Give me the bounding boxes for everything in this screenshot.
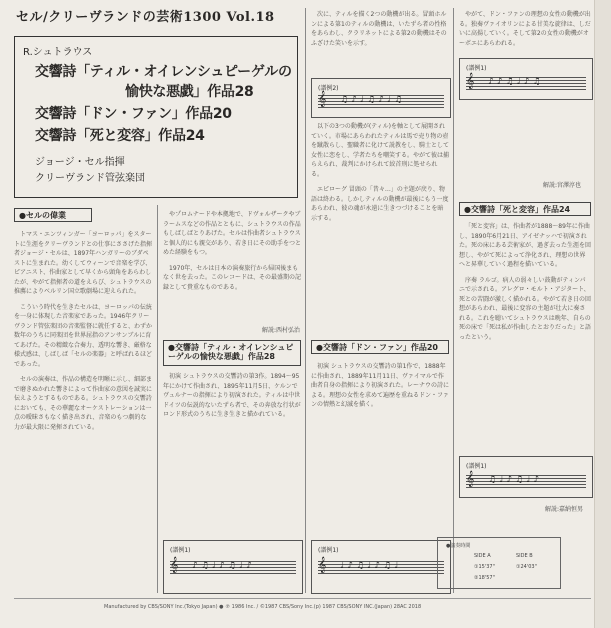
section-heading-don-juan: ●交響詩「ドン・ファン」作品20 [311, 340, 449, 354]
music-notes-icon: ♫♪♩♫♪♩♫ [340, 95, 406, 105]
music-staff [318, 91, 444, 110]
music-example-box [311, 78, 451, 118]
column-4-top-text [459, 10, 591, 50]
paragraph: 1970年、セルは日本の演奏旅行から帰国後まもなく世を去った。このレコードは、その最盛期の記録として貴重なものである。 [163, 264, 301, 291]
section-heading-till: ●交響詩「ティル・オイレンシュピーゲルの愉快な悪戯」作品28 [163, 340, 301, 366]
side-a-time-1: ①15'37" [474, 564, 495, 570]
work-title-don-juan: 交響詩「ドン・ファン」作品20 [35, 106, 232, 122]
side-a-time-2: ②18'57" [474, 575, 495, 581]
signature: 解説:嘉納恒男 [545, 506, 584, 513]
music-example-box [311, 540, 451, 594]
music-example-label: (譜例2) [318, 85, 339, 92]
work-title-till-line1: 交響詩「ティル・オイレンシュピーゲルの [35, 64, 292, 80]
paragraph: こういう時代を生きたセルは、ヨーロッパの伝統を一身に体現した音楽家であった。1946年クリーヴランド管弦楽団の音楽監督に就任すると、わずか数年のうちに同楽団を世界屈指のアンサンブルに育てあげた。その精緻な合奏力、透明な響き、厳格な様式感は、しばしば「セルの楽器」と呼ばれるほどであった。 [14, 303, 152, 368]
paragraph: やがて、ドン・ファンの理想の女性の動機が出る。独奏ヴァイオリンによる甘美な旋律は、しだいに高揚していく。そして第2の女性の動機がオーボエにあらわれる。 [459, 11, 591, 47]
paragraph: 初演 シュトラウスの交響詩の第1作で、1888年に作曲され、1889年11月11日、ヴァイマルで作曲者自身の指揮により初演された。レーナウの詩による。理想の女性を求めて遍歴を重ねるドン・ファンの情熱と幻滅を描く。 [311, 363, 449, 408]
paragraph: 「死と変容」は、作曲者が1888〜89年に作曲し、1890年6月21日、アイゼナッハで初演された。死の床にある芸術家が、過ぎ去った生涯を回想し、やがて死によって浄化され、理想の世界へと昇華していく過程を描いている。 [459, 223, 591, 268]
program-title-box [14, 36, 298, 198]
music-notes-icon: ♪♫♩♪♫♩♪ [192, 561, 255, 571]
paragraph: 序奏 ラルゴ。病人の弱々しい鼓動がティンパニで示される。アレグロ・モルト・アジタート、死との苦闘が激しく描かれる。やがて若き日の回想があらわれ、最後に変容の主題が壮大に奏される。これを聴いてシュトラウスは晩年、自らの死の床で「死は私が作曲したとおりだった」と語ったという。 [459, 276, 591, 341]
music-example-box [459, 58, 593, 100]
paragraph: 次に、ティルを描く2つの動機が出る。冒頭ホルンによる第1のティルの動機は、いたずら者の性格をあらわし、クラリネットによる第2の動機はそのふざけた笑いを示す。 [311, 11, 447, 47]
music-staff [466, 471, 586, 490]
treble-clef-icon: 𝄞 [466, 73, 475, 89]
section-heading-death: ●交響詩「死と変容」作品24 [459, 202, 591, 216]
treble-clef-icon: 𝄞 [170, 557, 179, 573]
conductor-name: ジョージ・セル指揮 [35, 157, 125, 168]
treble-clef-icon: 𝄞 [318, 557, 327, 573]
series-title: セル/クリーヴランドの芸術1300 Vol.18 [16, 10, 275, 25]
column-divider [157, 205, 158, 593]
column-3-bottom-text [311, 362, 449, 534]
paragraph: セルの演奏は、作品の構造を明晰に示し、細部まで磨きぬかれた響きによって作曲家の意図を誠実に伝えようとするものである。シュトラウスの交響詩においても、その華麗なオーケストレーションは一点の曖昧さもなく描き出され、音楽のもつ劇的な力が最大限に発揮されている。 [14, 376, 152, 431]
music-example-label: (譜例1) [318, 547, 339, 554]
work-title-death-transfiguration: 交響詩「死と変容」作品24 [35, 128, 205, 144]
paragraph: トマス・エンツィンガー「ヨーロッパ」をスタートに生涯をクリーヴランドとの仕事にささげた指揮者ジョージ・セルは、1897年ハンガリーのブダペストに生まれた。幼くしてウィーンで音楽を学び、ピアニスト、作曲家として早くから頭角をあらわしたが、やがて指揮者の道をえらび、シュトラウスの推薦によりベルリン国立歌劇場に迎えられた。 [14, 231, 152, 295]
orchestra-name: クリーヴランド管弦楽団 [35, 173, 145, 184]
treble-clef-icon: 𝄞 [466, 471, 475, 487]
music-notes-icon: ♩♪♫♩♪♫♩ [340, 561, 402, 571]
music-example-label: (譜例1) [466, 65, 487, 72]
signature: 解説:西村弘治 [262, 327, 301, 334]
music-example-label: (譜例1) [466, 463, 487, 470]
footer-divider [14, 598, 591, 599]
music-notes-icon: ♫♩♪♫♩♪ [488, 475, 543, 485]
section-heading-szell: ●セルの偉業 [14, 208, 92, 222]
paragraph: 以下の3つの動機が(ティル)を軸として展開されていく。市場にあらわれたティルは馬で売り物の壺を蹴散らし、聖職者に化けて説教をし、騎士として女性に恋をし、学者たちを嘲笑する。やがて彼は捕らえられ、裁判にかけられて絞首刑に処せられる。 [311, 123, 449, 178]
work-title-till-line2: 愉快な悪戯」作品28 [125, 84, 254, 100]
music-example-box [459, 456, 593, 498]
column-divider [305, 8, 306, 593]
side-b-time-1: ①24'03" [516, 564, 537, 570]
footer-credits: Manufactured by CBS/SONY Inc.(Tokyo Japan) ● ℗ 1986 Inc. / ©1987 CBS/Sony Inc.(p) 1987 CBS/SONY INC.(Japan) 28AC 2018 [104, 604, 422, 610]
paragraph: エピローグ 冒頭の「昔々…」の主題が戻り、物語は終わる。しかしティルの動機が最後にもう一度あらわれ、彼の魂が永遠に生きつづけることを暗示する。 [311, 186, 449, 222]
music-staff [170, 557, 296, 576]
paragraph: 初演 シュトラウスの交響詩の第3作。1894〜95年にかけて作曲され、1895年11月5日、ケルンでヴュルナーの指揮により初演された。ティルは中世ドイツの伝説的ないたずら者で、その奔放な行状がロンド形式のうちに生き生きと描かれている。 [163, 373, 301, 418]
column-2-top-text [163, 210, 301, 306]
music-staff [466, 73, 586, 92]
music-notes-icon: ♪♪♫♩♪♫ [488, 77, 544, 87]
paragraph: やプロムナードや本拠地で、ドヴォルザークやブラームスなどの作品とともに、シュトラウスの作品もしばしばとりあげた。セルは作曲者シュトラウスと個人的にも親交があり、若き日にその助手をつとめた経験をもつ。 [163, 211, 301, 256]
music-example-label: (譜例1) [170, 547, 191, 554]
timing-title: ●演奏時間 [446, 543, 471, 549]
column-4-mid-text [459, 222, 591, 450]
composer-name: R.シュトラウス [23, 47, 93, 58]
timing-info-box [437, 537, 561, 589]
column-3-mid-text [311, 122, 449, 332]
side-b-label: SIDE B [516, 553, 533, 559]
page-edge [594, 0, 611, 628]
column-2-text [163, 372, 301, 534]
column-divider [453, 8, 454, 593]
music-staff [318, 557, 444, 576]
column-1-text [14, 230, 152, 594]
column-3-top-text [311, 10, 449, 74]
signature: 解説:宮澤淳也 [543, 182, 582, 189]
side-a-label: SIDE A [474, 553, 491, 559]
treble-clef-icon: 𝄞 [318, 91, 327, 107]
music-example-box [163, 540, 303, 594]
